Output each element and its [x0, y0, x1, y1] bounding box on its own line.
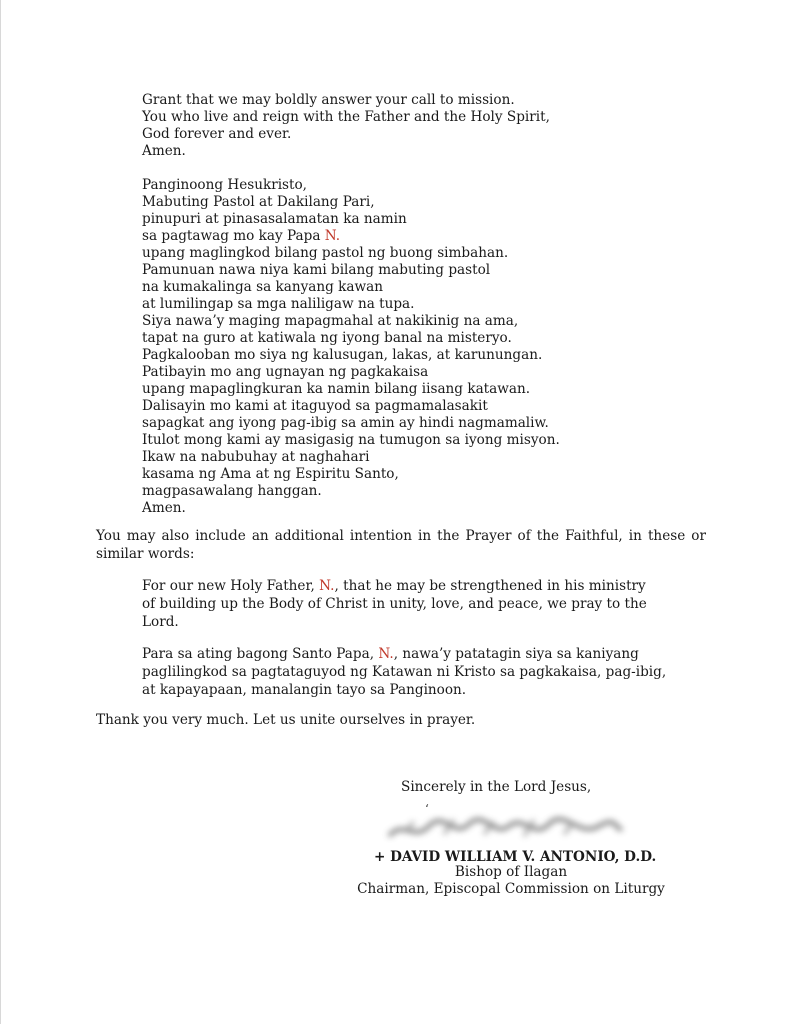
signatory-name: + DAVID WILLIAM V. ANTONIO, D.D.: [374, 849, 657, 865]
prayer-line: Amen.: [142, 500, 186, 516]
prayer-line: Siya nawa’y maging mapagmahal at nakikinig na ama,: [142, 313, 519, 329]
prayer-line: magpasawalang hanggan.: [142, 483, 322, 499]
name-placeholder: N.: [324, 228, 341, 244]
prayer-line: [142, 228, 560, 245]
prayer-line: sapagkat ang iyong pag-ibig sa amin ay hindi nagmamaliw.: [142, 415, 549, 431]
prayer-line-text: sa pagtawag mo kay Papa: [142, 228, 325, 244]
thank-you-line: Thank you very much. Let us unite ourselves in prayer.: [96, 712, 476, 728]
signature-mark: ‘: [425, 802, 429, 816]
signatory-title: Bishop of Ilagan: [454, 864, 568, 880]
prayer-line: at lumilingap sa mga naliligaw na tupa.: [142, 296, 415, 312]
prayer-line: pinupuri at pinasasalamatan ka namin: [142, 211, 407, 227]
prayer-line: na kumakalinga sa kanyang kawan: [142, 279, 383, 295]
signatory-chairmanship: Chairman, Episcopal Commission on Liturgy: [357, 881, 665, 897]
intention-text: Para sa ating bagong Santo Papa,: [142, 646, 379, 662]
prayer-line: Mabuting Pastol at Dakilang Pari,: [142, 194, 375, 210]
prayer-line: upang mapaglingkuran ka namin bilang iisang katawan.: [142, 381, 531, 397]
prayer-line: Amen.: [142, 143, 186, 159]
intention-tagalog: [142, 645, 672, 699]
name-placeholder: N.: [378, 646, 394, 662]
intention-text: , that he may be strengthened in his ministry of building up the Body of Christ in unity, love, and peace, we pray to the Lord.: [142, 578, 647, 630]
prayer-line: tapat na guro at katiwala ng iyong banal na misteryo.: [142, 330, 512, 346]
prayer-line: You who live and reign with the Father and the Holy Spirit,: [142, 109, 550, 125]
signature-image: [384, 814, 624, 844]
prayer-line: Itulot mong kami ay masigasig na tumugon sa iyong misyon.: [142, 432, 560, 448]
prayer-line: upang maglingkod bilang pastol ng buong simbahan.: [142, 245, 509, 261]
prayer-line: God forever and ever.: [142, 126, 292, 142]
english-prayer-block: [142, 92, 550, 160]
prayer-line: Pagkalooban mo siya ng kalusugan, lakas, at karunungan.: [142, 347, 543, 363]
name-placeholder: N.: [319, 578, 335, 594]
closing-salutation: Sincerely in the Lord Jesus,: [401, 779, 592, 795]
intention-english: [142, 577, 662, 631]
intention-text: , nawa’y patatagin siya sa kaniyang paglilingkod sa pagtataguyod ng Katawan ni Kristo sa pagkakaisa, pag-ibig, at kapayapaan, manalangin tayo sa Panginoon.: [142, 646, 667, 698]
instruction-paragraph: You may also include an additional intention in the Prayer of the Faithful, in these or similar words:: [96, 528, 706, 562]
prayer-line: Panginoong Hesukristo,: [142, 177, 308, 193]
intention-text: For our new Holy Father,: [142, 578, 320, 594]
prayer-line: Pamunuan nawa niya kami bilang mabuting pastol: [142, 262, 491, 278]
prayer-line: Dalisayin mo kami at itaguyod sa pagmamalasakit: [142, 398, 488, 414]
prayer-line: kasama ng Ama at ng Espiritu Santo,: [142, 466, 399, 482]
prayer-line: Grant that we may boldly answer your call to mission.: [142, 92, 515, 108]
prayer-line: Patibayin mo ang ugnayan ng pagkakaisa: [142, 364, 429, 380]
tagalog-prayer-block: [142, 177, 560, 517]
prayer-line: Ikaw na nabubuhay at naghahari: [142, 449, 370, 465]
